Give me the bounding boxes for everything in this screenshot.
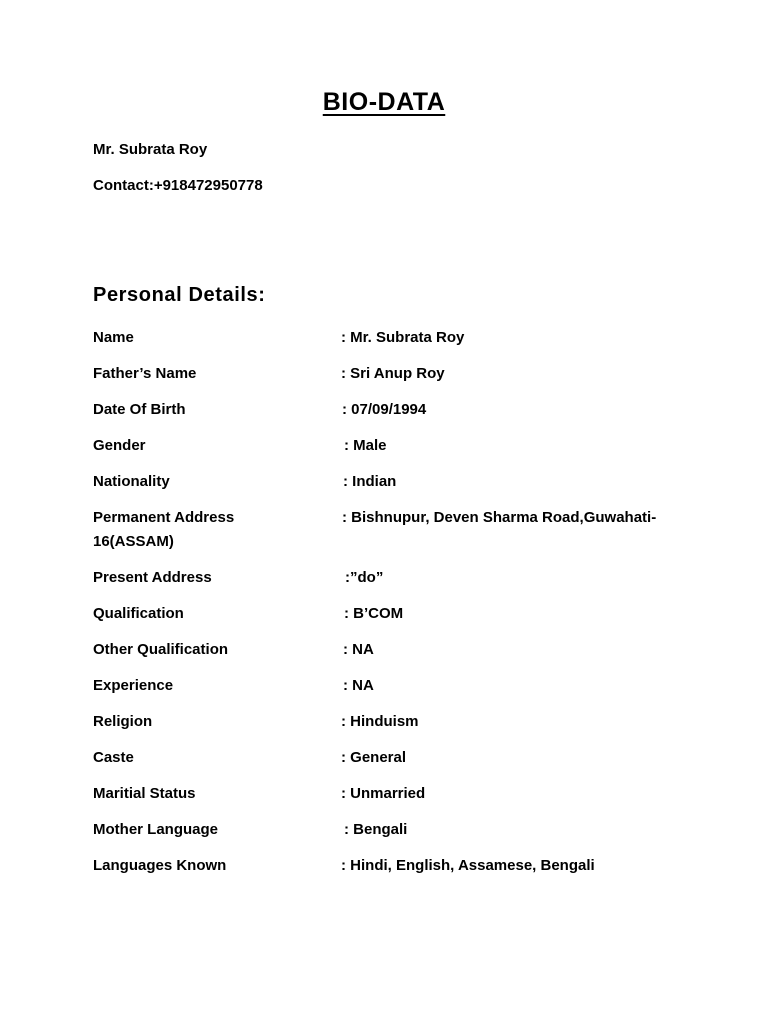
header-name: Mr. Subrata Roy bbox=[93, 141, 208, 158]
detail-row-marital-status bbox=[93, 785, 693, 805]
detail-label: Nationality bbox=[93, 473, 170, 490]
detail-label: Name bbox=[93, 329, 134, 346]
detail-row-fathers-name bbox=[93, 365, 693, 385]
detail-value-continuation: 16(ASSAM) bbox=[93, 533, 174, 550]
section-heading-personal-details: Personal Details: bbox=[93, 284, 266, 306]
detail-label: Father’s Name bbox=[93, 365, 197, 382]
detail-value: : Mr. Subrata Roy bbox=[341, 329, 465, 346]
header-contact: Contact:+918472950778 bbox=[93, 177, 263, 194]
detail-row-experience bbox=[93, 677, 693, 697]
detail-value: : Hinduism bbox=[341, 713, 419, 730]
detail-row-qualification bbox=[93, 605, 693, 625]
detail-value: : Bengali bbox=[344, 821, 408, 838]
detail-value: : NA bbox=[343, 677, 374, 694]
detail-value: :”do” bbox=[345, 569, 384, 586]
detail-row-other-qualification bbox=[93, 641, 693, 661]
detail-label: Gender bbox=[93, 437, 146, 454]
detail-row-permanent-address bbox=[93, 509, 693, 553]
detail-value: : 07/09/1994 bbox=[342, 401, 427, 418]
detail-value: : B’COM bbox=[344, 605, 404, 622]
detail-value: : Male bbox=[344, 437, 387, 454]
detail-row-caste bbox=[93, 749, 693, 769]
detail-row-mother-language bbox=[93, 821, 693, 841]
detail-label: Mother Language bbox=[93, 821, 219, 838]
detail-row-languages-known bbox=[93, 857, 693, 877]
detail-label: Other Qualification bbox=[93, 641, 229, 658]
detail-row-religion bbox=[93, 713, 693, 733]
detail-label: Experience bbox=[93, 677, 174, 694]
detail-label: Permanent Address bbox=[93, 509, 235, 526]
detail-row-present-address bbox=[93, 569, 693, 589]
detail-value: : NA bbox=[343, 641, 374, 658]
detail-label: Religion bbox=[93, 713, 153, 730]
detail-value: : Bishnupur, Deven Sharma Road,Guwahati- bbox=[342, 509, 657, 526]
document-title bbox=[0, 88, 768, 117]
detail-value: : Unmarried bbox=[341, 785, 426, 802]
detail-row-date-of-birth bbox=[93, 401, 693, 421]
detail-label: Qualification bbox=[93, 605, 184, 622]
detail-value: : Sri Anup Roy bbox=[341, 365, 445, 382]
document-title-text: BIO-DATA bbox=[322, 88, 446, 116]
detail-row-name bbox=[93, 329, 693, 349]
detail-row-nationality bbox=[93, 473, 693, 493]
detail-value: : Hindi, English, Assamese, Bengali bbox=[341, 857, 595, 874]
detail-label: Caste bbox=[93, 749, 134, 766]
detail-value: : Indian bbox=[343, 473, 397, 490]
detail-value: : General bbox=[341, 749, 407, 766]
detail-label: Languages Known bbox=[93, 857, 227, 874]
detail-label: Maritial Status bbox=[93, 785, 196, 802]
detail-label: Date Of Birth bbox=[93, 401, 186, 418]
detail-row-gender bbox=[93, 437, 693, 457]
detail-label: Present Address bbox=[93, 569, 212, 586]
